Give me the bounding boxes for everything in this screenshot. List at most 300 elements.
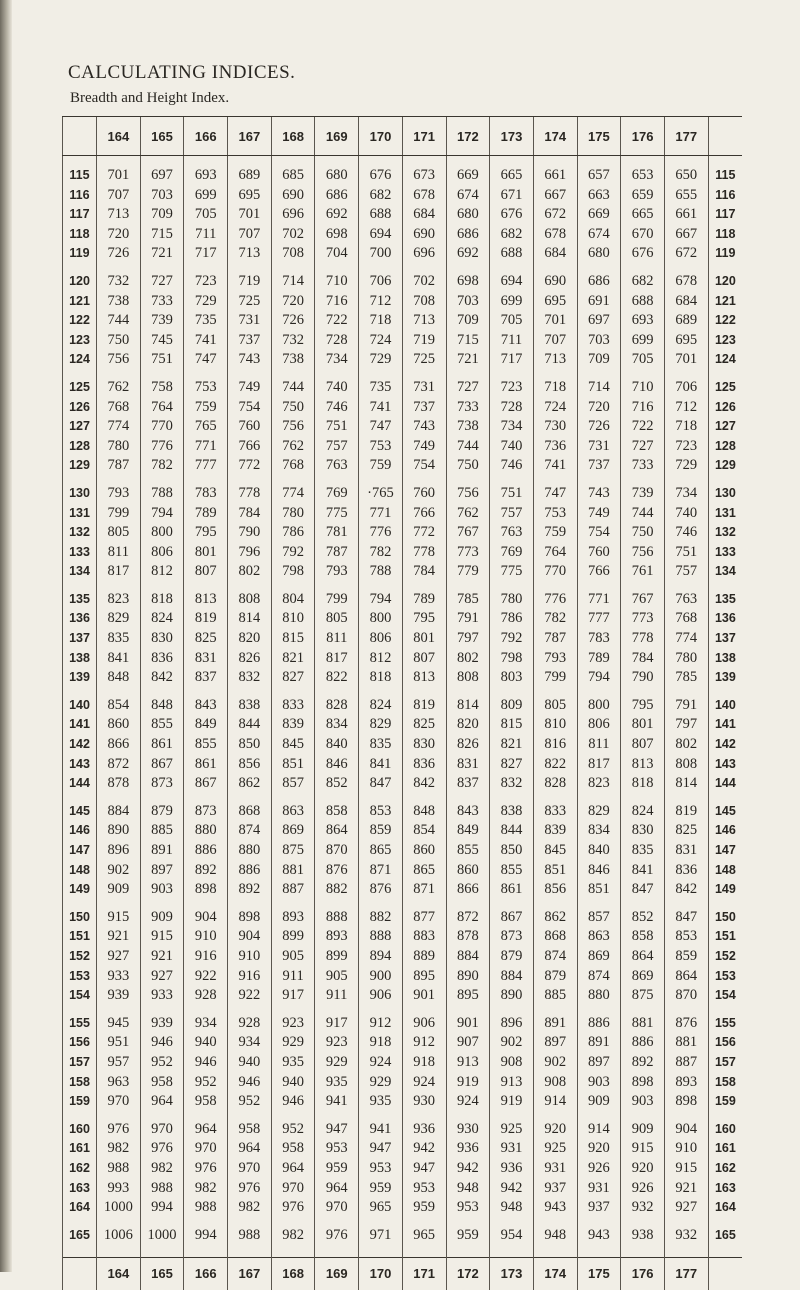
index-value-cell: 754 [402,456,446,476]
index-value-cell: 771 [359,504,403,524]
index-value-cell: 876 [359,880,403,900]
index-value-cell: 787 [533,629,577,649]
index-value-cell: 890 [97,821,141,841]
column-header: 173 [490,117,534,156]
row-label-right: 135 [708,582,742,610]
table-row [63,225,743,245]
index-value-cell: 764 [533,543,577,563]
index-value-cell: 688 [359,205,403,225]
index-value-cell: 783 [577,629,621,649]
table-row [63,841,743,861]
index-value-cell: 805 [315,609,359,629]
column-footer: 167 [228,1258,272,1290]
index-value-cell: 843 [184,688,228,716]
row-label-right: 124 [708,350,742,370]
index-value-cell: 854 [97,688,141,716]
index-value-cell: 663 [577,186,621,206]
row-label-left: 146 [63,821,97,841]
index-value-cell: 816 [533,735,577,755]
row-label-right: 117 [708,205,742,225]
index-value-cell: 714 [577,370,621,398]
index-value-cell: 718 [359,311,403,331]
index-value-cell: 750 [621,523,665,543]
index-value-cell: 821 [271,649,315,669]
index-value-cell: 694 [490,264,534,292]
index-value-cell: 840 [315,735,359,755]
row-label-right: 150 [708,900,742,928]
index-value-cell: 884 [446,947,490,967]
index-value-cell: 858 [621,927,665,947]
index-value-cell: 825 [664,821,708,841]
row-label-right: 129 [708,456,742,476]
page-subtitle: Breadth and Height Index. [70,90,230,106]
index-value-cell: 886 [184,841,228,861]
index-value-cell: 707 [533,331,577,351]
index-value-cell: 808 [228,582,272,610]
index-value-cell: 782 [359,543,403,563]
index-value-cell: 886 [621,1033,665,1053]
index-value-cell: 871 [402,880,446,900]
index-value-cell: 936 [490,1159,534,1179]
index-value-cell: 676 [490,205,534,225]
index-value-cell: 798 [271,562,315,582]
index-value-cell: 670 [621,225,665,245]
table-row [63,1033,743,1053]
index-value-cell: 982 [228,1198,272,1218]
index-value-cell: 804 [271,582,315,610]
index-value-cell: 745 [140,331,184,351]
index-value-cell: 855 [140,715,184,735]
index-value-cell: 868 [228,794,272,822]
index-value-cell: 896 [97,841,141,861]
index-value-cell: 881 [664,1033,708,1053]
index-value-cell: 775 [315,504,359,524]
index-value-cell: 782 [140,456,184,476]
index-value-cell: 756 [621,543,665,563]
row-label-left: 161 [63,1139,97,1159]
index-value-cell: 841 [359,755,403,775]
row-label-right: 144 [708,774,742,794]
index-value-cell: 882 [359,900,403,928]
table-row [63,205,743,225]
index-value-cell: 721 [140,244,184,264]
index-value-cell: 855 [184,735,228,755]
index-value-cell: 940 [184,1033,228,1053]
column-footer: 171 [402,1258,446,1290]
index-value-cell: 929 [359,1073,403,1093]
index-value-cell: 774 [664,629,708,649]
index-value-cell: 976 [228,1179,272,1199]
index-value-cell: 702 [402,264,446,292]
index-value-cell: 964 [140,1092,184,1112]
index-value-cell: 852 [315,774,359,794]
index-value-cell: 982 [271,1218,315,1258]
row-label-right: 120 [708,264,742,292]
row-label-left: 155 [63,1006,97,1034]
index-value-cell: 750 [271,398,315,418]
index-value-cell: 774 [97,417,141,437]
book-binding-edge [0,0,12,1272]
index-value-cell: 867 [140,755,184,775]
index-value-cell: 820 [446,715,490,735]
index-value-cell: 882 [315,880,359,900]
table-row [63,562,743,582]
index-value-cell: 914 [533,1092,577,1112]
index-value-cell: 787 [315,543,359,563]
index-value-cell: 741 [533,456,577,476]
index-value-cell: 779 [446,562,490,582]
row-label-left: 139 [63,668,97,688]
index-value-cell: 937 [577,1198,621,1218]
index-value-cell: 976 [140,1139,184,1159]
table-row [63,821,743,841]
index-value-cell: 676 [359,156,403,186]
index-value-cell: 806 [577,715,621,735]
table-row [63,1139,743,1159]
index-value-cell: 831 [446,755,490,775]
index-value-cell: 846 [315,755,359,775]
index-value-cell: 988 [97,1159,141,1179]
index-value-cell: 881 [271,861,315,881]
index-value-cell: 793 [97,476,141,504]
index-value-cell: 914 [577,1112,621,1140]
row-label-right: 121 [708,292,742,312]
index-value-cell: 653 [621,156,665,186]
table-row [63,350,743,370]
index-value-cell: 715 [446,331,490,351]
row-label-left: 134 [63,562,97,582]
index-value-cell: 874 [533,947,577,967]
index-value-cell: 801 [402,629,446,649]
index-value-cell: 847 [664,900,708,928]
row-label-right: 134 [708,562,742,582]
index-value-cell: 776 [533,582,577,610]
index-value-cell: 933 [97,967,141,987]
index-value-cell: 740 [664,504,708,524]
index-value-cell: 700 [359,244,403,264]
index-value-cell: 813 [621,755,665,775]
index-value-cell: 729 [664,456,708,476]
index-value-cell: 848 [140,688,184,716]
index-value-cell: 958 [271,1139,315,1159]
table-row [63,1179,743,1199]
column-header: 170 [359,117,403,156]
row-label-right: 136 [708,609,742,629]
index-value-cell: 799 [97,504,141,524]
table-row [63,861,743,881]
index-value-cell: 789 [402,582,446,610]
index-value-cell: 709 [446,311,490,331]
index-value-cell: 777 [184,456,228,476]
index-value-cell: 737 [228,331,272,351]
row-label-left: 116 [63,186,97,206]
index-value-cell: 802 [664,735,708,755]
index-value-cell: 798 [490,649,534,669]
row-label-right: 157 [708,1053,742,1073]
index-value-cell: 769 [315,476,359,504]
index-value-cell: 886 [228,861,272,881]
row-label-left: 150 [63,900,97,928]
row-label-left: 121 [63,292,97,312]
column-header: 174 [533,117,577,156]
index-value-cell: 688 [490,244,534,264]
index-value-cell: 734 [315,350,359,370]
index-value-cell: 791 [446,609,490,629]
index-value-cell: 738 [97,292,141,312]
index-value-cell: 726 [271,311,315,331]
index-value-cell: 842 [402,774,446,794]
index-value-cell: 814 [664,774,708,794]
index-value-cell: 802 [446,649,490,669]
index-value-cell: 853 [664,927,708,947]
index-value-cell: 659 [621,186,665,206]
index-value-cell: 830 [402,735,446,755]
row-label-left: 132 [63,523,97,543]
index-value-cell: 740 [490,437,534,457]
index-value-cell: 928 [184,986,228,1006]
index-value-cell: 872 [97,755,141,775]
index-value-cell: 724 [359,331,403,351]
index-value-cell: 699 [490,292,534,312]
index-value-cell: 727 [621,437,665,457]
index-value-cell: 706 [359,264,403,292]
index-value-cell: 768 [271,456,315,476]
index-value-cell: 994 [184,1218,228,1258]
index-value-cell: 686 [446,225,490,245]
index-value-cell: 895 [402,967,446,987]
index-value-cell: 678 [533,225,577,245]
index-value-cell: 917 [315,1006,359,1034]
index-value-cell: 909 [97,880,141,900]
index-value-cell: 866 [446,880,490,900]
index-value-cell: 751 [140,350,184,370]
row-label-right: 151 [708,927,742,947]
index-value-cell: 693 [184,156,228,186]
index-value-cell: 823 [577,774,621,794]
index-value-cell: 900 [359,967,403,987]
index-value-cell: 697 [577,311,621,331]
index-value-cell: 786 [490,609,534,629]
index-value-cell: 838 [228,688,272,716]
index-value-cell: 810 [533,715,577,735]
index-value-cell: 825 [184,629,228,649]
index-value-cell: 793 [533,649,577,669]
table-row [63,688,743,716]
index-value-cell: 903 [621,1092,665,1112]
index-value-cell: 669 [446,156,490,186]
index-value-cell: 939 [97,986,141,1006]
index-value-cell: 731 [402,370,446,398]
index-value-cell: 778 [402,543,446,563]
index-value-cell: 733 [621,456,665,476]
index-value-cell: 906 [359,986,403,1006]
index-value-cell: 740 [315,370,359,398]
index-value-cell: 678 [402,186,446,206]
index-value-cell: 839 [533,821,577,841]
index-value-cell: 766 [577,562,621,582]
index-value-cell: 690 [402,225,446,245]
index-value-cell: 729 [359,350,403,370]
index-value-cell: 741 [184,331,228,351]
index-value-cell: 910 [664,1139,708,1159]
index-value-cell: 926 [577,1159,621,1179]
index-value-cell: 768 [664,609,708,629]
index-value-cell: 903 [140,880,184,900]
index-value-cell: 908 [533,1073,577,1093]
row-label-left: 147 [63,841,97,861]
index-value-cell: 862 [533,900,577,928]
row-label-right: 146 [708,821,742,841]
index-value-cell: 941 [359,1112,403,1140]
index-value-cell: 942 [402,1139,446,1159]
index-value-cell: 753 [184,370,228,398]
column-footer: 165 [140,1258,184,1290]
row-label-right: 142 [708,735,742,755]
row-label-left: 140 [63,688,97,716]
index-value-cell: 709 [140,205,184,225]
index-value-cell: 706 [664,370,708,398]
index-value-cell: 753 [359,437,403,457]
index-value-cell: 937 [533,1179,577,1199]
row-label-right: 145 [708,794,742,822]
index-value-cell: 867 [184,774,228,794]
index-value-cell: 883 [402,927,446,947]
index-value-cell: 781 [315,523,359,543]
column-header: 176 [621,117,665,156]
index-value-cell: 877 [402,900,446,928]
table-row [63,609,743,629]
index-value-cell: 915 [140,927,184,947]
index-value-cell: 923 [315,1033,359,1053]
index-value-cell: 902 [533,1053,577,1073]
index-value-cell: 732 [97,264,141,292]
table-body [63,156,743,1258]
row-label-left: 122 [63,311,97,331]
index-value-cell: 855 [490,861,534,881]
row-label-right: 115 [708,156,742,186]
index-value-cell: 782 [533,609,577,629]
row-label-left: 126 [63,398,97,418]
index-value-cell: 837 [184,668,228,688]
column-header: 175 [577,117,621,156]
index-value-cell: 888 [359,927,403,947]
index-value-cell: 783 [184,476,228,504]
index-value-cell: 907 [446,1033,490,1053]
index-value-cell: 890 [446,967,490,987]
index-value-cell: 696 [402,244,446,264]
index-value-cell: 766 [228,437,272,457]
index-value-cell: 684 [664,292,708,312]
table-row [63,543,743,563]
index-value-cell: 886 [577,1006,621,1034]
index-value-cell: 736 [533,437,577,457]
index-value-cell: 720 [271,292,315,312]
index-value-cell: 674 [446,186,490,206]
index-value-cell: 769 [490,543,534,563]
index-value-cell: 936 [446,1139,490,1159]
index-value-cell: 650 [664,156,708,186]
row-label-right: 141 [708,715,742,735]
index-value-cell: 897 [140,861,184,881]
table-row [63,715,743,735]
index-value-cell: 891 [533,1006,577,1034]
index-value-cell: 819 [664,794,708,822]
index-value-cell: 784 [228,504,272,524]
index-value-cell: 912 [402,1033,446,1053]
row-label-right: 158 [708,1073,742,1093]
index-value-cell: 795 [184,523,228,543]
index-value-cell: 934 [228,1033,272,1053]
index-value-cell: 878 [97,774,141,794]
row-label-left: 165 [63,1218,97,1258]
index-value-cell: 788 [140,476,184,504]
index-value-cell: 935 [271,1053,315,1073]
index-value-cell: 942 [490,1179,534,1199]
index-value-cell: 712 [664,398,708,418]
index-value-cell: 699 [184,186,228,206]
index-value-cell: 749 [577,504,621,524]
index-value-cell: 959 [446,1218,490,1258]
column-footer: 177 [664,1258,708,1290]
column-footer: 170 [359,1258,403,1290]
column-header: 168 [271,117,315,156]
index-value-cell: 911 [315,986,359,1006]
table-row [63,927,743,947]
index-value-cell: 819 [402,688,446,716]
index-value-cell: 947 [359,1139,403,1159]
index-value-cell: 743 [402,417,446,437]
index-value-cell: 708 [402,292,446,312]
row-label-right: 161 [708,1139,742,1159]
index-value-cell: 674 [577,225,621,245]
index-value-cell: 719 [228,264,272,292]
index-value-cell: 731 [577,437,621,457]
index-value-cell: 904 [664,1112,708,1140]
index-value-cell: 861 [490,880,534,900]
table-row [63,649,743,669]
index-value-cell: 795 [621,688,665,716]
index-value-cell: 673 [402,156,446,186]
index-value-cell: 924 [402,1073,446,1093]
corner-cell [708,117,742,156]
index-value-cell: 731 [228,311,272,331]
index-value-cell: 897 [533,1033,577,1053]
index-value-cell: 1000 [97,1198,141,1218]
index-value-cell: 898 [228,900,272,928]
row-label-right: 162 [708,1159,742,1179]
index-value-cell: 905 [271,947,315,967]
index-value-cell: 723 [490,370,534,398]
index-value-cell: 807 [621,735,665,755]
index-value-cell: 655 [664,186,708,206]
index-value-cell: 835 [621,841,665,861]
index-value-cell: 976 [315,1218,359,1258]
index-value-cell: 945 [97,1006,141,1034]
index-value-cell: 789 [184,504,228,524]
index-value-cell: 776 [359,523,403,543]
index-value-cell: 694 [359,225,403,245]
index-value-cell: 940 [271,1073,315,1093]
index-value-cell: 964 [228,1139,272,1159]
index-value-cell: 794 [140,504,184,524]
index-value-cell: 835 [97,629,141,649]
index-value-cell: 757 [315,437,359,457]
index-value-cell: 925 [490,1112,534,1140]
index-value-cell: 875 [621,986,665,1006]
index-value-cell: 722 [621,417,665,437]
index-value-cell: 771 [577,582,621,610]
index-value-cell: 965 [402,1218,446,1258]
